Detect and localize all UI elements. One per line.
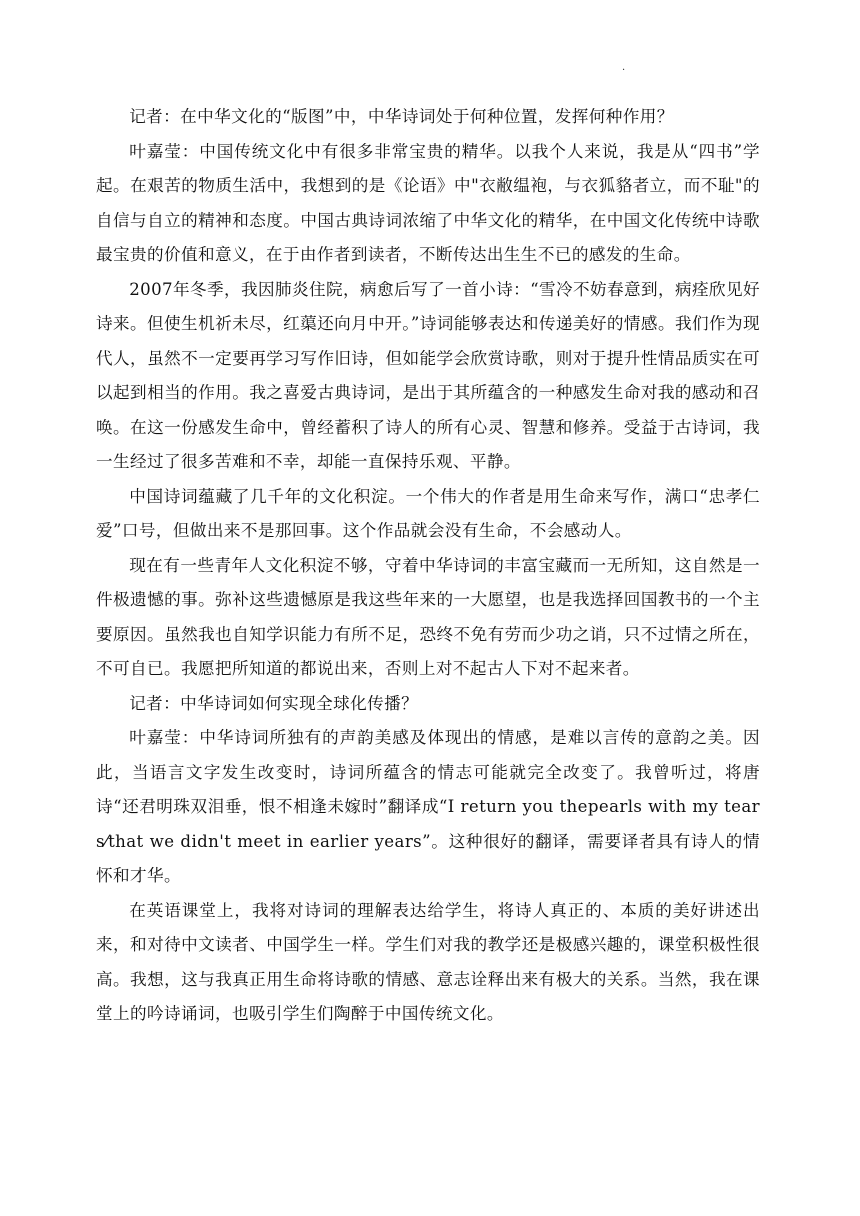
- paragraph-question-1: 记者：在中华文化的“版图”中，中华诗词处于何种位置，发挥何种作用？: [129, 107, 674, 126]
- paragraph-answer-1: 叶嘉莹：中国传统文化中有很多非常宝贵的精华。以我个人来说，我是从“四书”学起。在艰苦的物质生活中，我想到的是《论语》中"衣敝缊袍，与衣狐貉者立，而不耻"的自信与自立的精神和态度。中国古典诗词浓缩了中华文化的精华，在中国文化传统中诗歌最宝贵的价值和意义，在于由作者到读者，不断传达出生生不已的感发的生命。: [96, 141, 760, 264]
- header-mark: ·: [622, 65, 626, 76]
- paragraph-2007-winter: 2007年冬季，我因肺炎住院，病愈后写了一首小诗：“雪冷不妨春意到，病痊欣见好诗来。但使生机祈未尽，红蕖还向月中开。”诗词能够表达和传递美好的情感。我们作为现代人，虽然不一定要再学习写作旧诗，但如能学会欣赏诗歌，则对于提升性情品质实在可以起到相当的作用。我之喜爱古典诗词，是出于其所蕴含的一种感发生命对我的感动和召唤。在这一份感发生命中，曾经蓄积了诗人的所有心灵、智慧和修养。受益于古诗词，我一生经过了很多苦难和不幸，却能一直保持乐观、平静。: [96, 279, 760, 471]
- paragraph-youth-regret: 现在有一些青年人文化积淀不够，守着中华诗词的丰富宝藏而一无所知，这自然是一件极遗憾的事。弥补这些遗憾原是我这些年来的一大愿望，也是我选择回国教书的一个主要原因。虽然我也自知学识能力有所不足，恐终不免有劳而少功之诮，只不过情之所在，不可自已。我愿把所知道的都说出来，否则上对不起古人下对不起来者。: [96, 555, 760, 678]
- paragraph-cultural-heritage: 中国诗词蕴藏了几千年的文化积淀。一个伟大的作者是用生命来写作，满口“忠孝仁爱”口号，但做出来不是那回事。这个作品就会没有生命，不会感动人。: [96, 486, 760, 540]
- paragraph-question-2: 记者：中华诗词如何实现全球化传播？: [129, 693, 419, 713]
- article-body: [96, 100, 760, 1032]
- paragraph-answer-2: 叶嘉莹：中华诗词所独有的声韵美感及体现出的情感，是难以言传的意韵之美。因此，当语言文字发生改变时，诗词所蕴含的情志可能就完全改变了。我曾听过，将唐诗“还君明珠双泪垂，恨不相逢未嫁时”翻译成“I return you thepearls with my tears⁄that we didn't meet in earlier years”。这种很好的翻译，需要译者具有诗人的情怀和才华。: [96, 728, 760, 885]
- paragraph-english-classroom: 在英语课堂上，我将对诗词的理解表达给学生，将诗人真正的、本质的美好讲述出来，和对待中文读者、中国学生一样。学生们对我的教学还是极感兴趣的，课堂积极性很高。我想，这与我真正用生命将诗歌的情感、意志诠释出来有极大的关系。当然，我在课堂上的吟诗诵词，也吸引学生们陶醉于中国传统文化。: [96, 900, 760, 1023]
